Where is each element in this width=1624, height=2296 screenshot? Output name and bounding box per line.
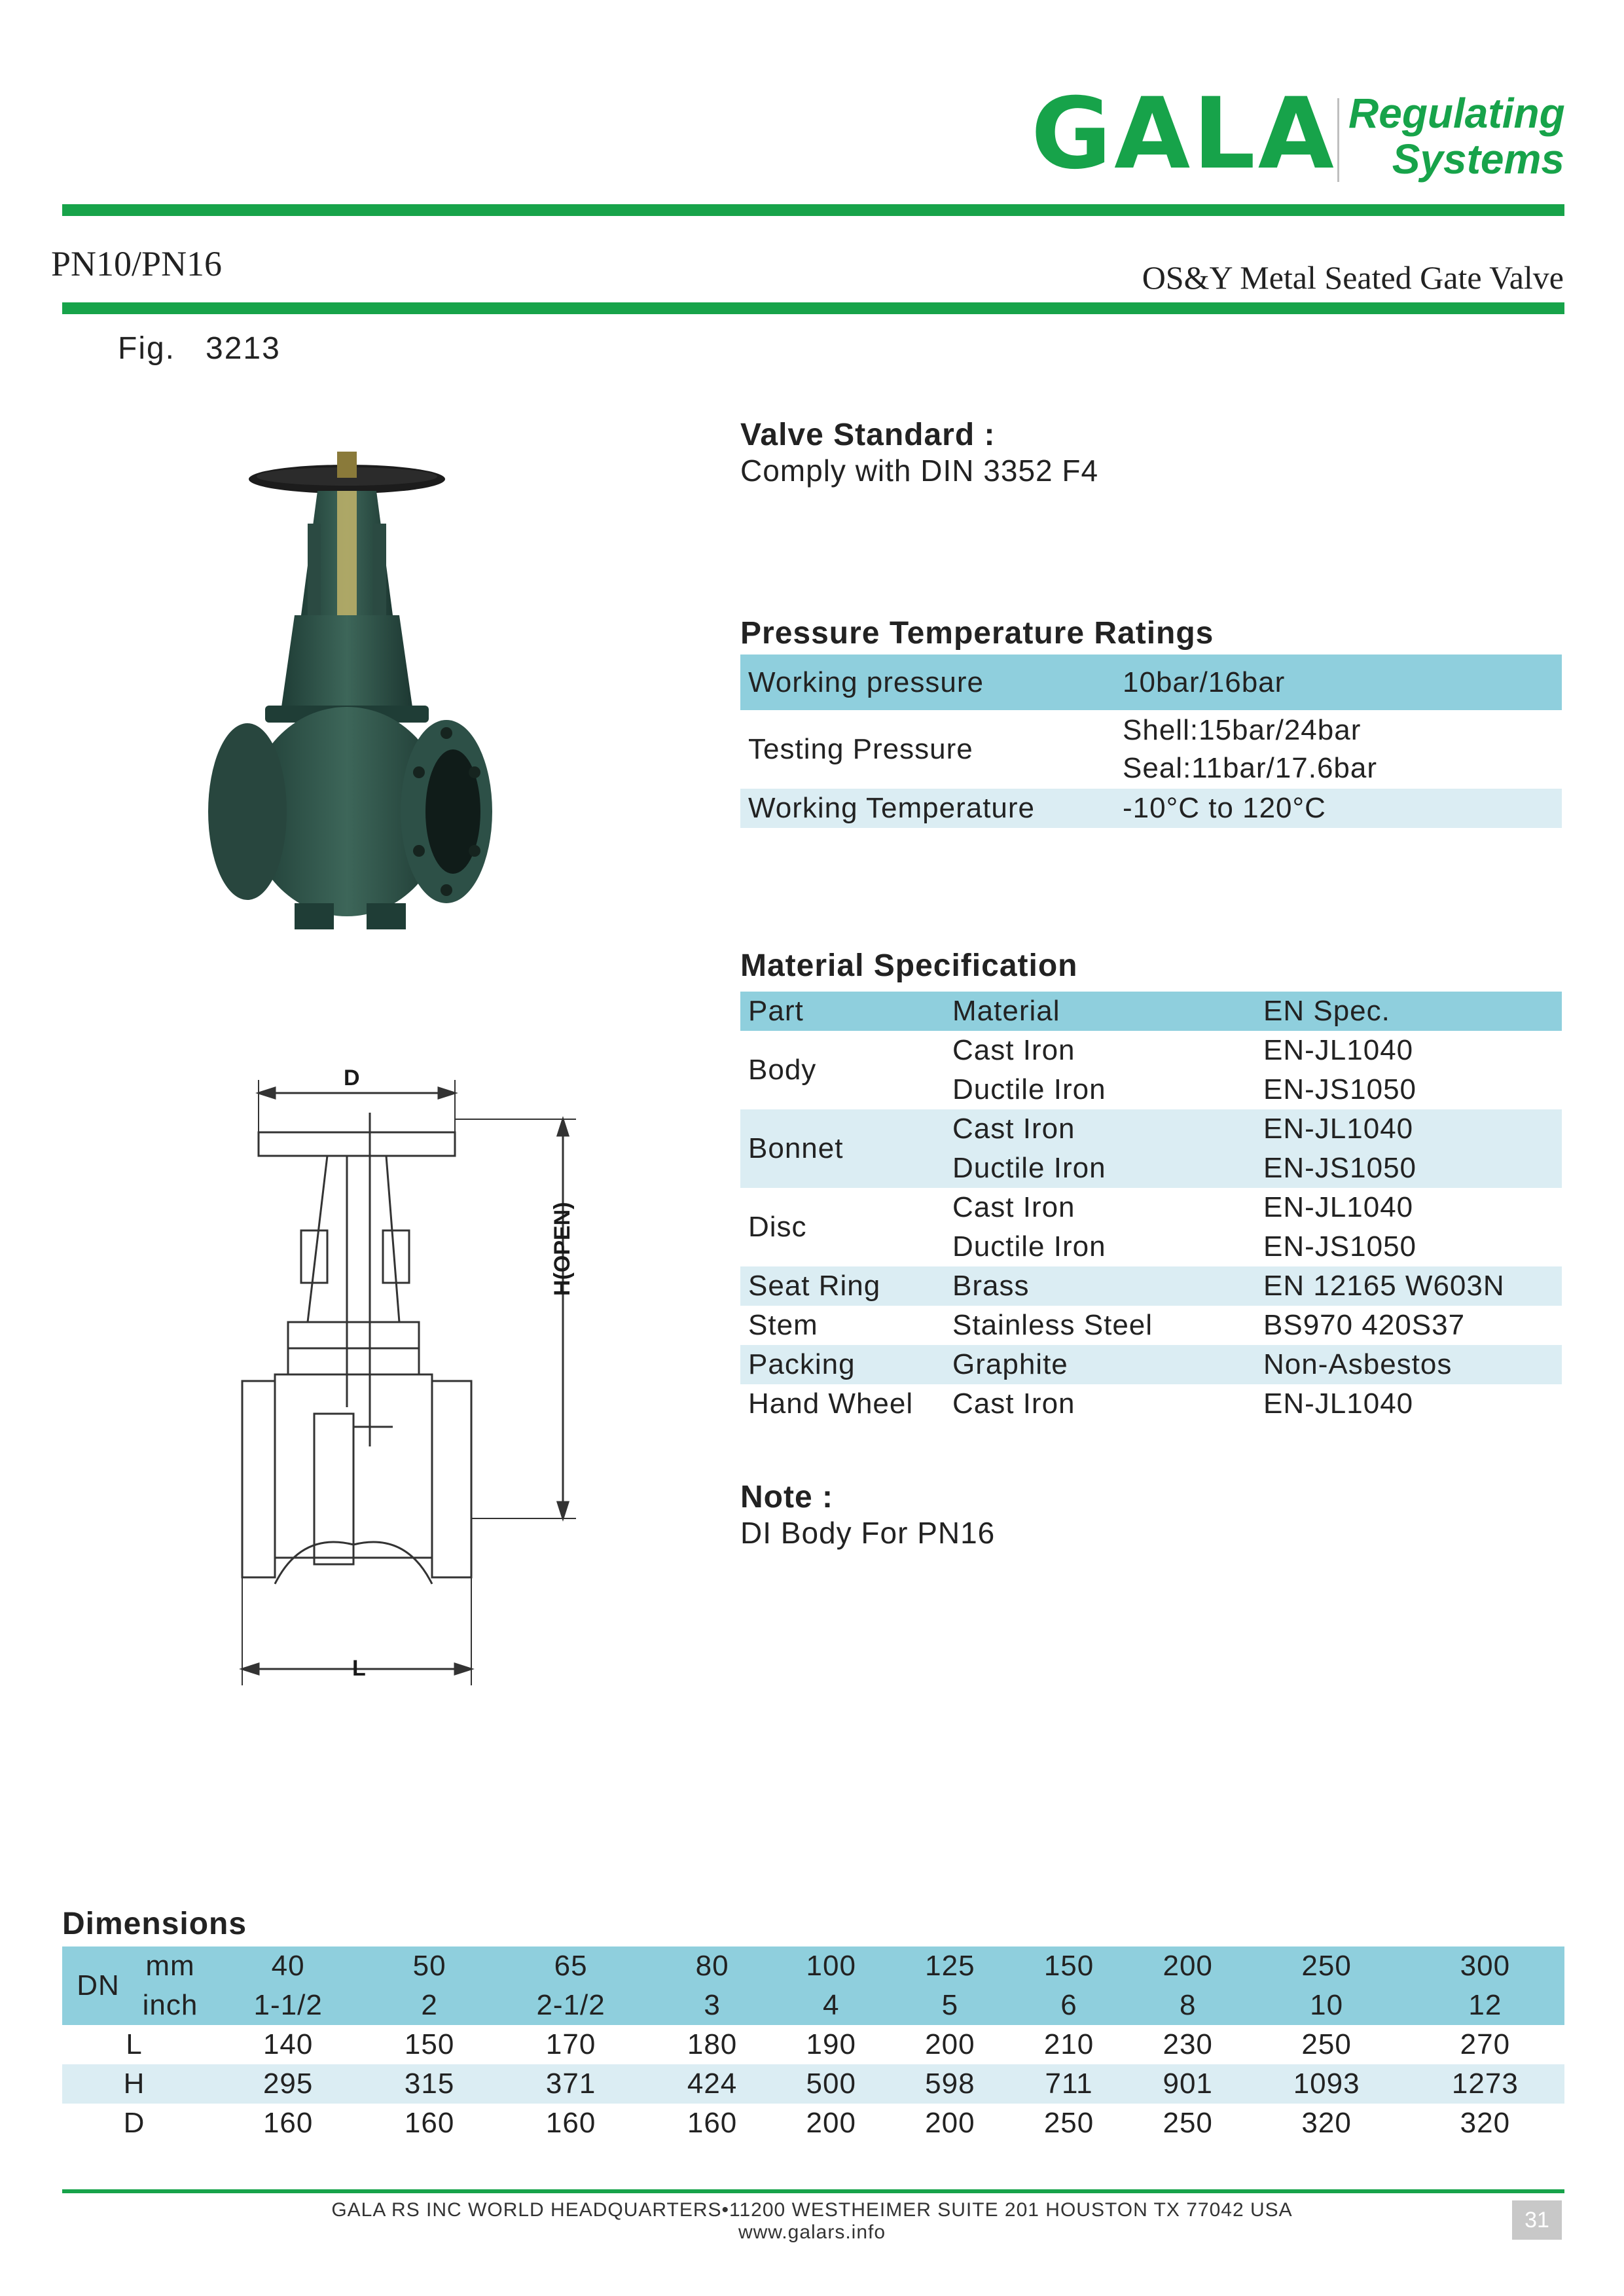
table-cell: Brass	[952, 1270, 1030, 1302]
pressure-ratings-heading: Pressure Temperature Ratings	[740, 616, 1214, 651]
table-cell: Cast Iron	[952, 1034, 1075, 1066]
table-cell: Hand Wheel	[748, 1388, 914, 1420]
table-row	[740, 789, 1562, 828]
column-header: EN Spec.	[1263, 995, 1390, 1027]
table-cell: 250	[1301, 2028, 1352, 2060]
table-cell: 10bar/16bar	[1123, 666, 1286, 698]
table-cell: 3	[704, 1989, 721, 2021]
table-cell: EN-JL1040	[1263, 1388, 1414, 1420]
table-cell: 1273	[1451, 2068, 1519, 2100]
table-cell: Cast Iron	[952, 1191, 1075, 1223]
table-row	[740, 1266, 1562, 1306]
table-cell: 12	[1468, 1989, 1502, 2021]
footer-website: www.galars.info	[738, 2221, 886, 2243]
table-row	[740, 655, 1562, 710]
table-cell: 160	[545, 2107, 596, 2139]
table-cell: 4	[822, 1989, 840, 2021]
table-cell: 160	[404, 2107, 455, 2139]
table-cell: EN-JL1040	[1263, 1034, 1414, 1066]
table-header-row	[740, 992, 1562, 1031]
note-text: DI Body For PN16	[740, 1516, 996, 1550]
table-cell: Disc	[748, 1211, 807, 1243]
dimensions-heading: Dimensions	[62, 1907, 247, 1941]
table-cell: 424	[687, 2068, 738, 2100]
table-cell: 160	[262, 2107, 314, 2139]
brand-tagline-line1: Regulating	[1348, 90, 1565, 137]
table-cell: EN-JL1040	[1263, 1113, 1414, 1145]
table-cell: 250	[1043, 2107, 1094, 2139]
table-cell: 2-1/2	[536, 1989, 605, 2021]
table-cell	[1115, 710, 1562, 789]
table-cell: 200	[1163, 1950, 1213, 1982]
table-cell: 295	[262, 2068, 314, 2100]
table-row	[740, 1031, 1562, 1070]
pressure-ratings-table	[740, 655, 1562, 828]
table-cell: 40	[271, 1950, 305, 1982]
table-row	[62, 1986, 1564, 2025]
valve-standard-heading: Valve Standard :	[740, 418, 996, 452]
table-cell: Cast Iron	[952, 1113, 1075, 1145]
table-cell: 65	[554, 1950, 588, 1982]
table-row	[740, 1384, 1562, 1424]
table-cell: 5	[941, 1989, 959, 2021]
dim-label-d: D	[344, 1066, 360, 1090]
table-cell: 711	[1045, 2068, 1093, 2100]
dim-label-h: H(OPEN)	[550, 1202, 575, 1296]
table-cell: 170	[545, 2028, 596, 2060]
valve-photo	[196, 445, 497, 995]
table-cell: 160	[687, 2107, 738, 2139]
table-cell: 125	[925, 1950, 975, 1982]
pressure-class: PN10/PN16	[51, 244, 223, 283]
table-cell: 210	[1043, 2028, 1094, 2060]
table-cell: Ductile Iron	[952, 1230, 1106, 1263]
table-row	[740, 1345, 1562, 1384]
table-cell: 901	[1163, 2068, 1213, 2100]
table-cell: Non-Asbestos	[1263, 1348, 1453, 1380]
dimensions-table	[62, 1946, 1564, 2143]
table-cell: 320	[1301, 2107, 1352, 2139]
table-cell: EN-JS1050	[1263, 1152, 1417, 1184]
table-row	[62, 2104, 1564, 2143]
table-cell: 150	[1043, 1950, 1094, 1982]
table-row	[62, 2025, 1564, 2064]
table-cell: 50	[412, 1950, 446, 1982]
table-cell: BS970 420S37	[1263, 1309, 1466, 1341]
brand-logo: GALA	[1031, 77, 1337, 191]
table-cell: 200	[806, 2107, 856, 2139]
table-row	[62, 1946, 1564, 1986]
table-cell: Working pressure	[748, 666, 984, 698]
table-cell-line: Seal:11bar/17.6bar	[1123, 752, 1378, 784]
page-number: 31	[1512, 2200, 1562, 2240]
table-cell: Packing	[748, 1348, 856, 1380]
table-cell: Graphite	[952, 1348, 1068, 1380]
table-cell: 371	[545, 2068, 596, 2100]
table-cell: 270	[1460, 2028, 1511, 2060]
table-cell: 250	[1163, 2107, 1213, 2139]
row-label: H	[123, 2068, 145, 2100]
table-cell: 8	[1179, 1989, 1197, 2021]
product-title: OS&Y Metal Seated Gate Valve	[1142, 259, 1564, 296]
table-cell: 230	[1163, 2028, 1213, 2060]
table-cell: EN 12165 W603N	[1263, 1270, 1505, 1302]
table-cell: 320	[1460, 2107, 1511, 2139]
title-green-bar	[62, 302, 1564, 314]
table-cell: -10°C to 120°C	[1123, 792, 1326, 824]
valve-standard-text: Comply with DIN 3352 F4	[740, 454, 1099, 488]
table-cell: Stainless Steel	[952, 1309, 1153, 1341]
row-label: L	[126, 2028, 143, 2060]
figure-number: Fig. 3213	[118, 331, 281, 366]
table-row	[740, 1306, 1562, 1345]
table-cell: 6	[1060, 1989, 1077, 2021]
table-cell: 598	[925, 2068, 975, 2100]
table-cell: 10	[1310, 1989, 1344, 2021]
logo-divider	[1337, 98, 1339, 182]
column-header: Part	[748, 995, 804, 1027]
table-cell: Body	[748, 1054, 817, 1086]
dim-label-l: L	[352, 1656, 366, 1681]
table-cell: 500	[806, 2068, 856, 2100]
table-cell: 190	[806, 2028, 856, 2060]
table-cell: Cast Iron	[952, 1388, 1075, 1420]
table-cell: 250	[1301, 1950, 1352, 1982]
row-label: D	[123, 2107, 145, 2139]
footer-address: GALA RS INC WORLD HEADQUARTERS•11200 WESTHEIMER SUITE 201 HOUSTON TX 77042 USA	[331, 2199, 1293, 2221]
table-cell: 2	[421, 1989, 438, 2021]
table-cell: 140	[262, 2028, 314, 2060]
table-cell: 180	[687, 2028, 738, 2060]
table-row	[740, 710, 1562, 789]
dn-label: DN	[77, 1969, 120, 2001]
table-cell: EN-JS1050	[1263, 1073, 1417, 1105]
table-cell: Working Temperature	[748, 792, 1036, 824]
note-heading: Note :	[740, 1480, 833, 1515]
table-row	[740, 1109, 1562, 1149]
header-green-bar	[62, 204, 1564, 216]
table-cell: Seat Ring	[748, 1270, 881, 1302]
table-cell: 80	[695, 1950, 729, 1982]
material-spec-table	[740, 992, 1562, 1424]
footer-green-line	[62, 2189, 1564, 2193]
table-cell: 1093	[1293, 2068, 1360, 2100]
unit-label: inch	[142, 1989, 198, 2021]
table-cell: 200	[925, 2028, 975, 2060]
table-cell: 1-1/2	[253, 1989, 323, 2021]
table-cell: Ductile Iron	[952, 1073, 1106, 1105]
table-cell: Stem	[748, 1309, 818, 1341]
brand-tagline-line2: Systems	[1392, 135, 1564, 183]
table-cell: 150	[404, 2028, 455, 2060]
table-cell: 200	[925, 2107, 975, 2139]
table-row	[740, 1188, 1562, 1227]
table-cell: 300	[1460, 1950, 1511, 1982]
table-row	[62, 2064, 1564, 2104]
unit-label: mm	[145, 1950, 195, 1982]
brand-tagline	[1348, 90, 1564, 182]
technical-drawing	[236, 1060, 602, 1708]
table-cell: 100	[806, 1950, 856, 1982]
material-spec-heading: Material Specification	[740, 948, 1078, 983]
table-cell: 315	[404, 2068, 455, 2100]
table-cell: Bonnet	[748, 1132, 844, 1164]
table-cell: Ductile Iron	[952, 1152, 1106, 1184]
table-cell: Testing Pressure	[748, 733, 973, 765]
table-cell-line: Shell:15bar/24bar	[1123, 714, 1362, 746]
table-cell: EN-JL1040	[1263, 1191, 1414, 1223]
column-header: Material	[952, 995, 1060, 1027]
table-cell: EN-JS1050	[1263, 1230, 1417, 1263]
